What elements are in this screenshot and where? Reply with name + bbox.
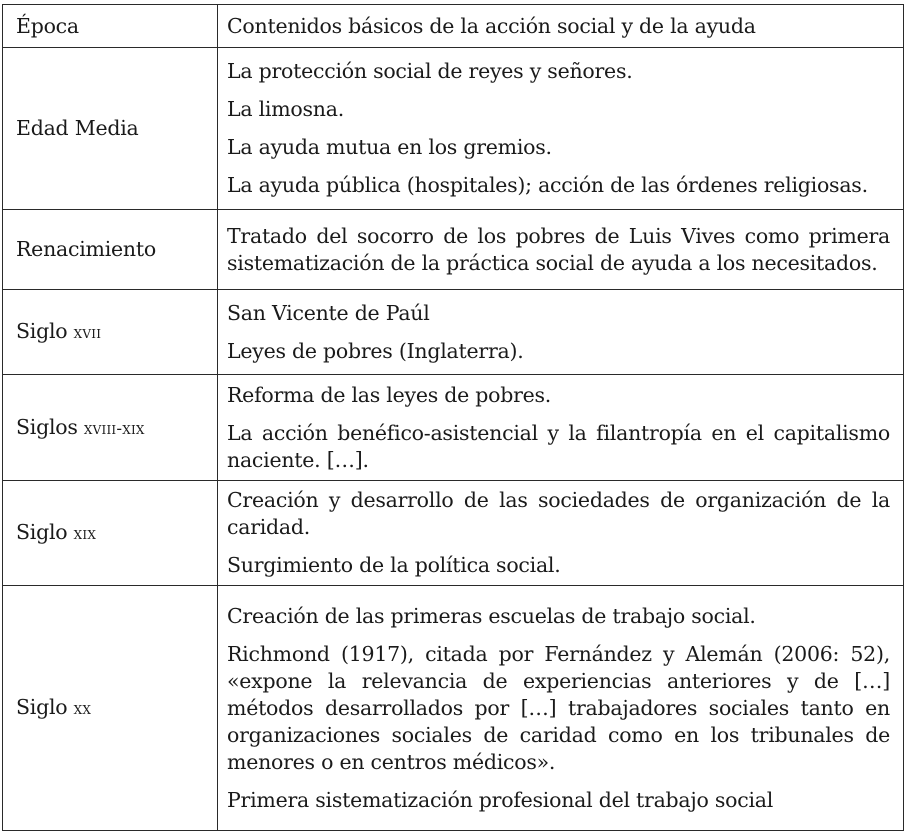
content-cell xyxy=(218,481,904,586)
table-header-row xyxy=(3,5,904,48)
epoch-cell: Edad Media xyxy=(3,48,218,210)
history-table xyxy=(2,4,904,831)
epoch-cell xyxy=(3,375,218,481)
epoch-prefix: Siglo xyxy=(16,520,74,544)
content-cell xyxy=(218,48,904,210)
table-row-renacimiento xyxy=(3,210,904,290)
content-cell xyxy=(218,586,904,831)
epoch-century: xviii-xix xyxy=(83,417,145,438)
content-item: Creación de las primeras escuelas de trabajo social. xyxy=(227,603,756,628)
epoch-century: xvii xyxy=(73,322,102,342)
epoch-century: xx xyxy=(73,698,92,718)
content-item: Creación y desarrollo de las sociedades de organización de la caridad. xyxy=(227,488,890,539)
content-item: San Vicente de Paúl xyxy=(227,300,430,325)
content-item: Richmond (1917), citada por Fernández y Alemán (2006: 52), «expone la relevancia de experiencias anteriores y de […] métodos desarrollados por […] trabajadores sociales tanto en organizaciones sociales de caridad como en los tribunales de menores o en centros médicos». xyxy=(227,641,890,774)
content-item: La limosna. xyxy=(227,97,344,121)
epoch-cell xyxy=(3,290,218,375)
epoch-prefix: Siglo xyxy=(16,319,74,343)
content-item: Leyes de pobres (Inglaterra). xyxy=(227,338,524,363)
table-row-siglos-xviii-xix xyxy=(3,375,904,481)
epoch-century: xix xyxy=(73,523,97,543)
epoch-cell xyxy=(3,481,218,586)
epoch-cell xyxy=(3,586,218,831)
content-item: La acción benéfico-asistencial y la filantropía en el capitalismo naciente. […]. xyxy=(227,420,890,472)
content-item: La protección social de reyes y señores. xyxy=(227,59,633,83)
content-item: La ayuda pública (hospitales); acción de las órdenes religiosas. xyxy=(227,173,868,197)
table-row-edad-media xyxy=(3,48,904,210)
epoch-prefix: Siglos xyxy=(16,414,84,439)
content-cell xyxy=(218,210,904,290)
content-item: Primera sistematización profesional del trabajo social xyxy=(227,787,774,812)
content-cell xyxy=(218,290,904,375)
table-row-siglo-xvii xyxy=(3,290,904,375)
content-cell xyxy=(218,375,904,481)
epoch-cell: Renacimiento xyxy=(3,210,218,290)
header-epoch: Época xyxy=(3,5,218,48)
content-item: Reforma de las leyes de pobres. xyxy=(227,382,552,407)
table-row-siglo-xx xyxy=(3,586,904,831)
table-row-siglo-xix xyxy=(3,481,904,586)
header-content: Contenidos básicos de la acción social y de la ayuda xyxy=(218,5,904,48)
content-item: La ayuda mutua en los gremios. xyxy=(227,135,552,159)
epoch-prefix: Siglo xyxy=(16,695,74,719)
content-item: Surgimiento de la política social. xyxy=(227,553,561,577)
content-item: Tratado del socorro de los pobres de Luis Vives como primera sistematización de la práctica social de ayuda a los necesitados. xyxy=(227,223,890,275)
